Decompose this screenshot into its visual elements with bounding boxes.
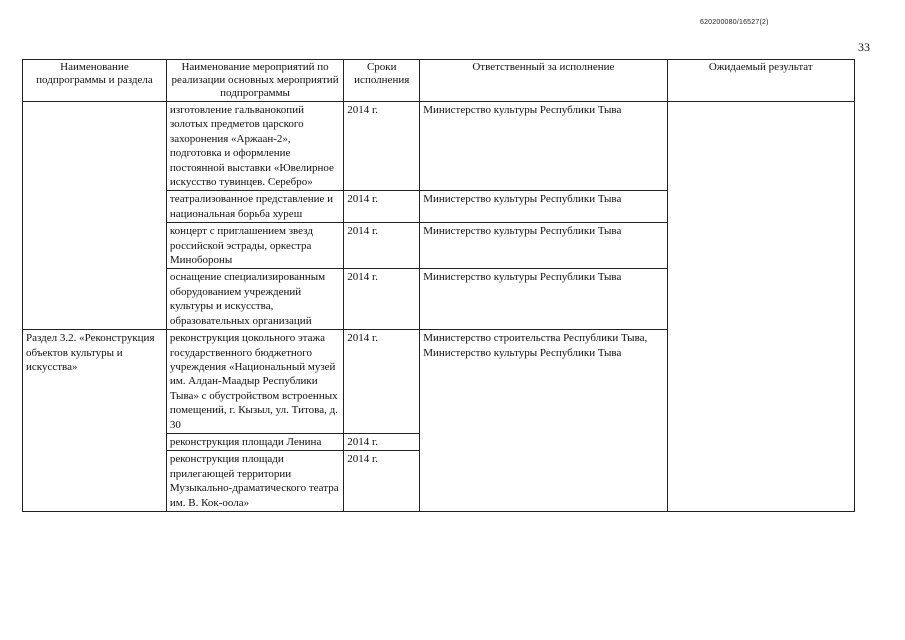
column-header-result: Ожидаемый результат [667,60,855,102]
term-cell: 2014 г. [344,102,420,191]
responsible-cell: Министерство строительства Республики Тыва, Министерство культуры Республики Тыва [420,330,667,512]
table-header-row [23,60,855,102]
program-table [22,59,855,512]
term-cell: 2014 г. [344,223,420,269]
responsible-cell: Министерство культуры Республики Тыва [420,269,667,330]
term-cell: 2014 г. [344,269,420,330]
responsible-cell: Министерство культуры Республики Тыва [420,223,667,269]
column-header-events: Наименование мероприятий по реализации основных мероприятий подпрограммы [166,60,343,102]
column-header-subprogram: Наименование подпрограммы и раздела [23,60,167,102]
responsible-cell: Министерство культуры Республики Тыва [420,102,667,191]
term-cell: 2014 г. [344,330,420,434]
table-row [23,102,855,191]
section-cell-empty [23,102,167,330]
column-header-responsible: Ответственный за исполнение [420,60,667,102]
section-cell: Раздел 3.2. «Реконструкция объектов культуры и искусства» [23,330,167,512]
term-cell: 2014 г. [344,191,420,223]
event-cell: реконструкция площади Ленина [166,433,343,450]
event-cell: реконструкция цокольного этажа государственного бюджетного учреждения «Национальный музей им. Алдан-Маадыр Республики Тыва» с обустройством встроенных помещений, г. Кызыл, ул. Титова, д. 30 [166,330,343,434]
event-cell: изготовление гальванокопий золотых предметов царского захоронения «Аржаан-2», подготовка и оформление постоянной выставки «Ювелирное искусство тувинцев. Серебро» [166,102,343,191]
event-cell: театрализованное представление и национальная борьба хуреш [166,191,343,223]
event-cell: оснащение специализированным оборудованием учреждений культуры и искусства, образовательных организаций [166,269,343,330]
document-code: 620200080/16527(2) [700,19,769,26]
result-cell [667,102,855,512]
event-cell: концерт с приглашением звезд российской эстрады, оркестра Минобороны [166,223,343,269]
responsible-cell: Министерство культуры Республики Тыва [420,191,667,223]
term-cell: 2014 г. [344,433,420,450]
page-number: 33 [858,40,870,54]
event-cell: реконструкция площади прилегающей территории Музыкально-драматического театра им. В. Кок-оола» [166,451,343,512]
column-header-terms: Сроки исполнения [344,60,420,102]
term-cell: 2014 г. [344,451,420,512]
